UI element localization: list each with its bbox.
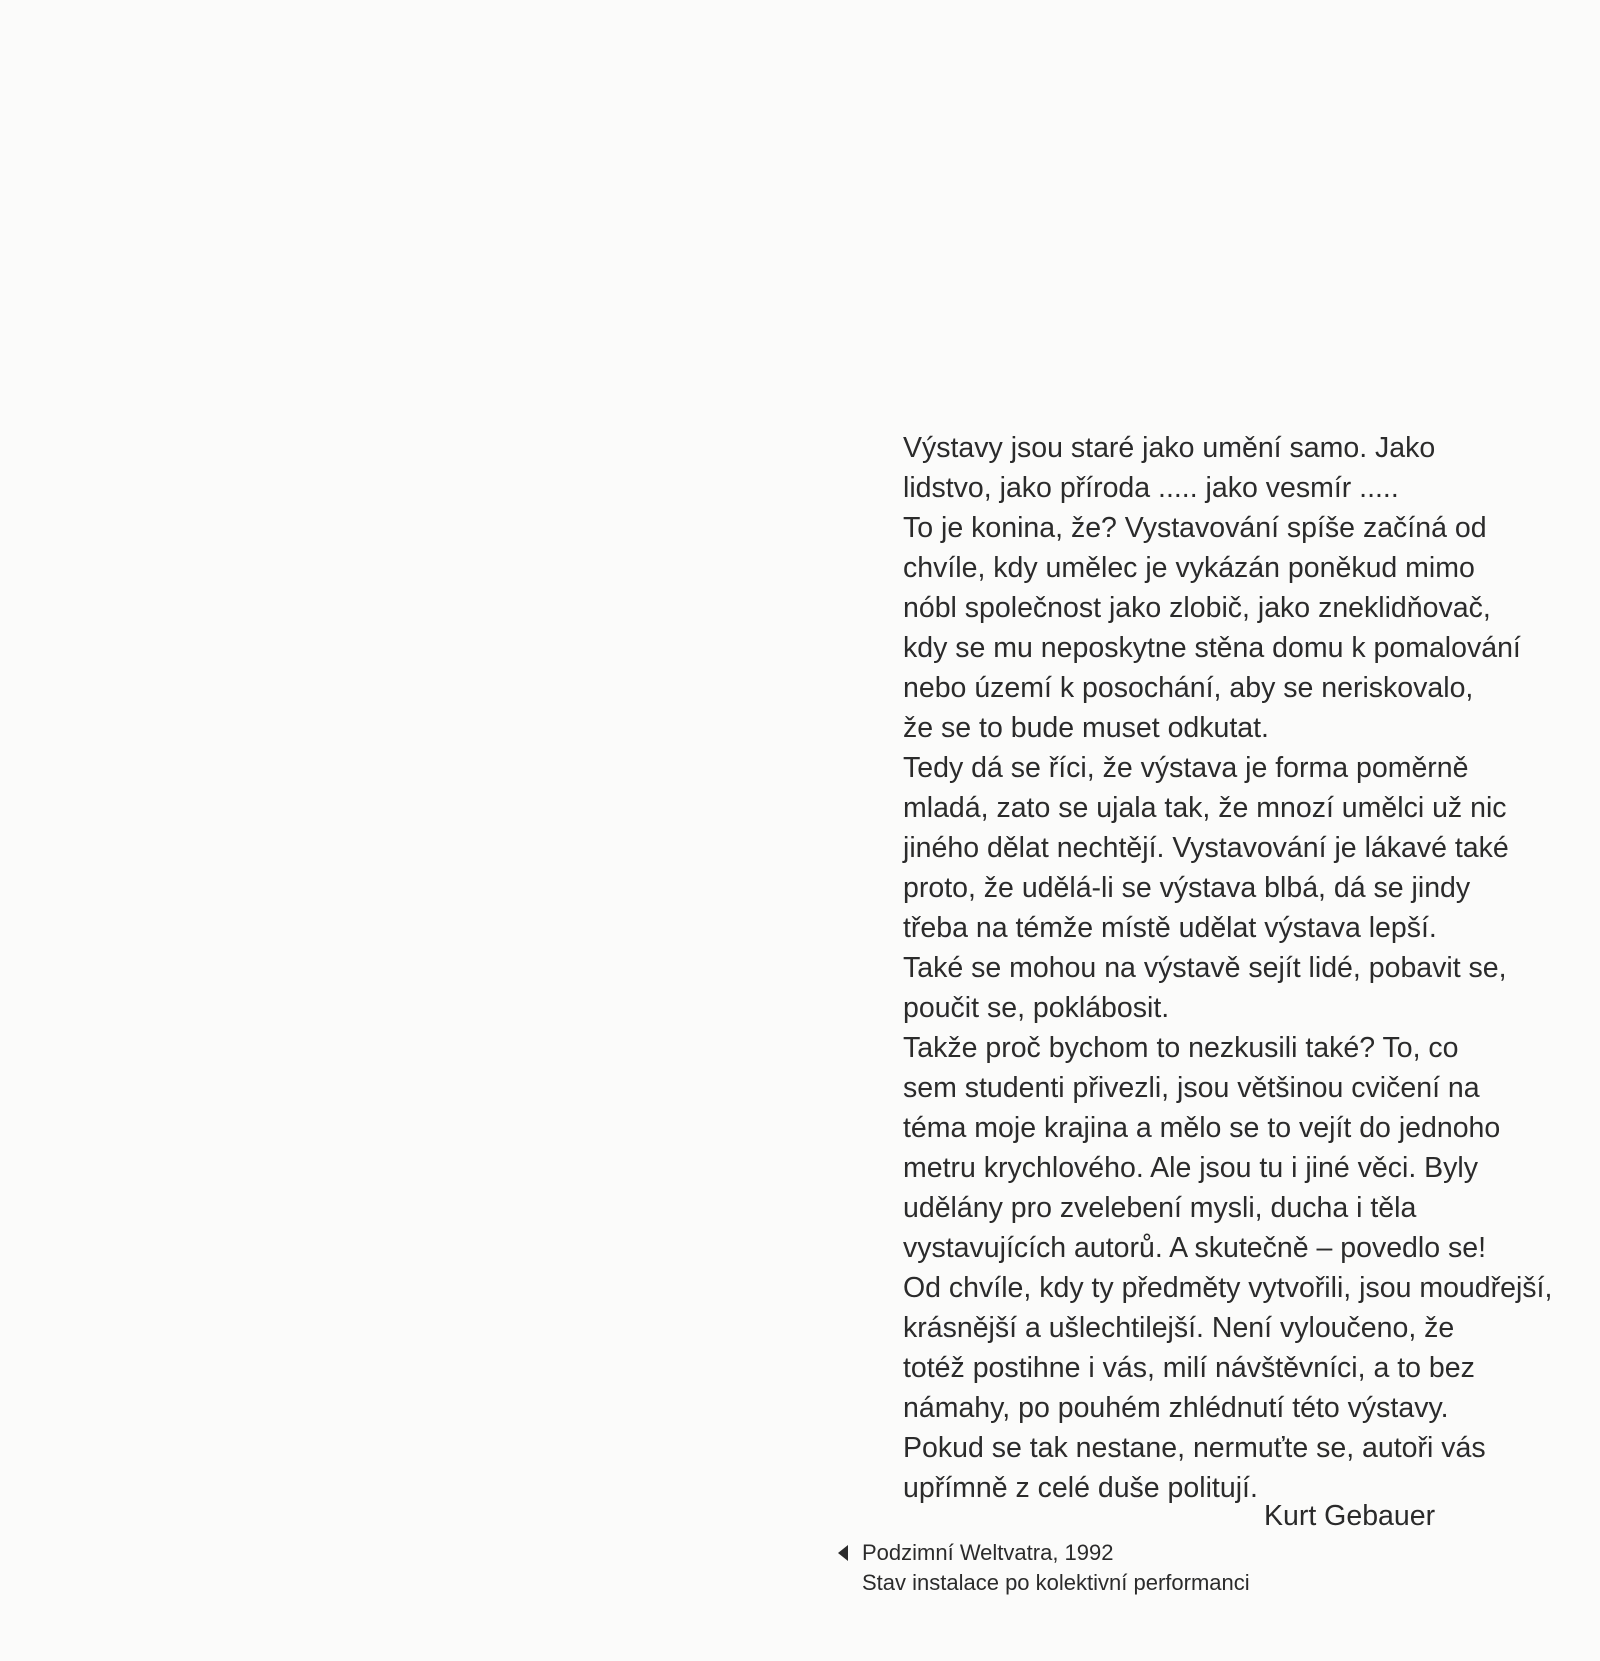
- text-line: totéž postihne i vás, milí návštěvníci, a to bez: [903, 1352, 1475, 1384]
- text-line: Také se mohou na výstavě sejít lidé, pobavit se,: [903, 952, 1507, 984]
- text-line: že se to bude muset odkutat.: [903, 712, 1269, 744]
- article-paragraph: [838, 748, 1538, 1028]
- photo-caption: [838, 1538, 1250, 1598]
- text-line: Tedy dá se říci, že výstava je forma poměrně: [903, 752, 1469, 784]
- text-line: nóbl společnost jako zlobič, jako zneklidňovač,: [903, 592, 1491, 624]
- caption-title: Podzimní Weltvatra, 1992: [862, 1540, 1114, 1565]
- author-signature: Kurt Gebauer: [1264, 1500, 1436, 1532]
- text-line: sem studenti přivezli, jsou většinou cvičení na: [903, 1072, 1480, 1104]
- text-line: metru krychlového. Ale jsou tu i jiné věci. Byly: [903, 1152, 1478, 1184]
- text-line: lidstvo, jako příroda ..... jako vesmír .....: [903, 472, 1399, 504]
- text-line: poučit se, poklábosit.: [903, 992, 1170, 1024]
- text-line: námahy, po pouhém zhlédnutí této výstavy.: [903, 1392, 1449, 1424]
- caption-description: Stav instalace po kolektivní performanci: [862, 1570, 1250, 1595]
- article-paragraph: [838, 428, 1538, 748]
- text-line: chvíle, kdy umělec je vykázán poněkud mimo: [903, 552, 1475, 584]
- text-line: krásnější a ušlechtilejší. Není vyloučeno, že: [903, 1312, 1455, 1344]
- text-line: Výstavy jsou staré jako umění samo. Jako: [903, 432, 1436, 464]
- article-body: [838, 428, 1553, 1508]
- text-line: mladá, zato se ujala tak, že mnozí umělci už nic: [903, 792, 1507, 824]
- text-line: Od chvíle, kdy ty předměty vytvořili, jsou moudřejší,: [903, 1272, 1553, 1304]
- text-line: udělány pro zvelebení mysli, ducha i těla: [903, 1192, 1417, 1224]
- text-line: vystavujících autorů. A skutečně – povedlo se!: [903, 1232, 1487, 1264]
- text-line: kdy se mu neposkytne stěna domu k pomalování: [903, 632, 1521, 664]
- text-line: téma moje krajina a mělo se to vejít do jednoho: [903, 1112, 1501, 1144]
- text-line: třeba na témže místě udělat výstava lepší.: [903, 912, 1437, 944]
- text-line: proto, že udělá-li se výstava blbá, dá se jindy: [903, 872, 1471, 904]
- text-line: Takže proč bychom to nezkusili také? To, co: [903, 1032, 1459, 1064]
- text-line: nebo území k posochání, aby se neriskovalo,: [903, 672, 1474, 704]
- text-line: Pokud se tak nestane, nermuťte se, autoři vás: [903, 1432, 1486, 1464]
- triangle-left-icon: [838, 1545, 848, 1561]
- text-line: upřímně z celé duše politují.: [903, 1472, 1258, 1504]
- text-line: To je konina, že? Vystavování spíše začíná od: [903, 512, 1487, 544]
- article-paragraph: [838, 1028, 1553, 1508]
- text-line: jiného dělat nechtějí. Vystavování je lákavé také: [903, 832, 1509, 864]
